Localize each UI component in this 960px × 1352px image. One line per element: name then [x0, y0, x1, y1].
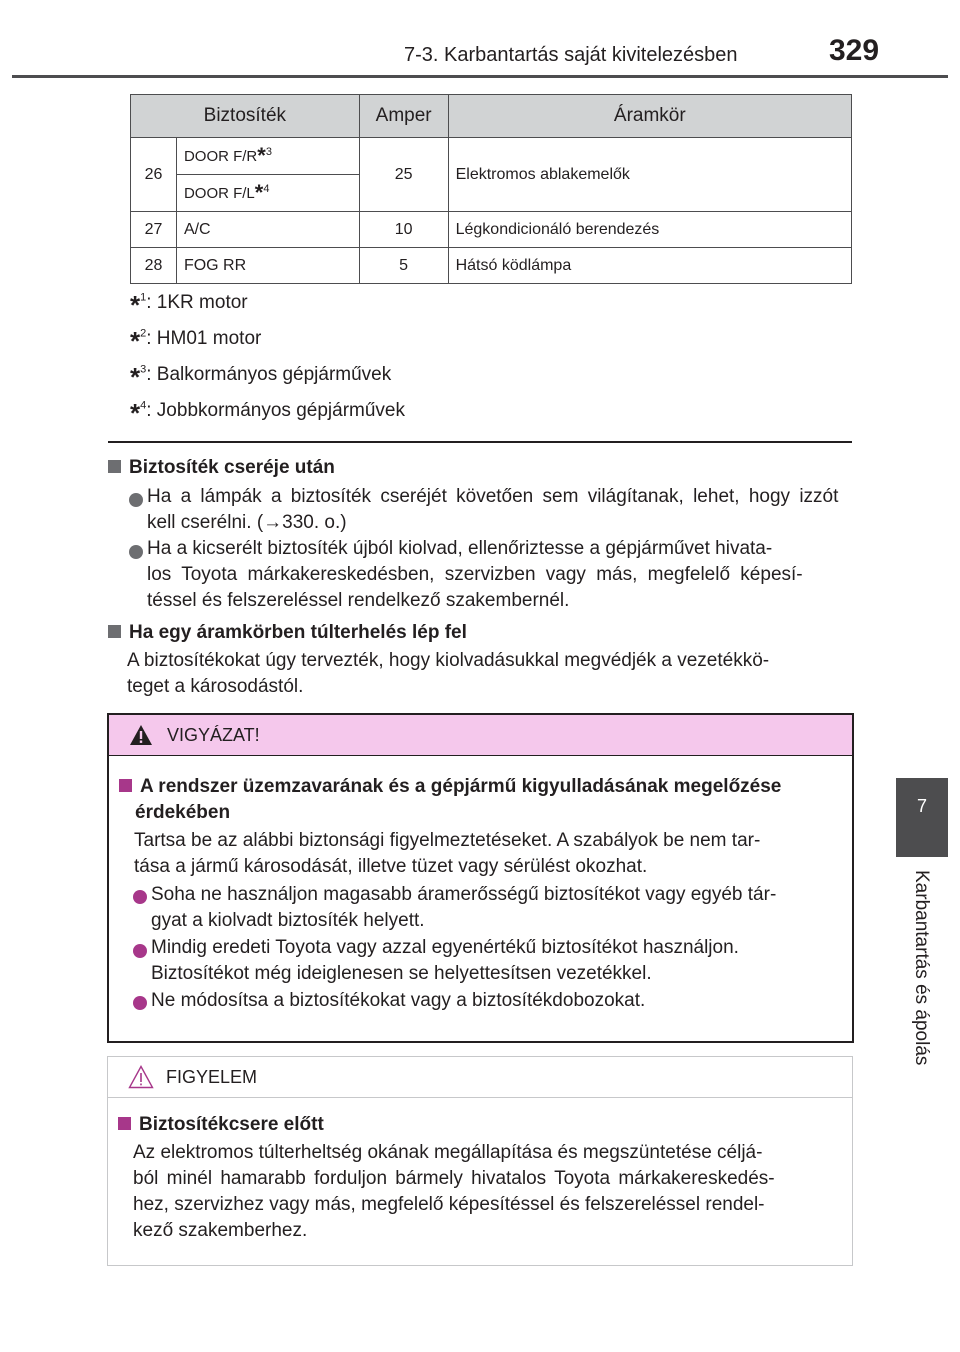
- body-paragraph: A biztosítékokat úgy tervezték, hogy kiolvadásukkal megvédjék a vezetékkö- teget a károsodástól.: [127, 650, 770, 697]
- caution-header: [109, 715, 852, 756]
- caution-title: VIGYÁZAT!: [167, 725, 260, 745]
- fuse-name: A/C: [176, 212, 359, 248]
- notice-title: FIGYELEM: [166, 1067, 258, 1087]
- bullet-dot-icon: [133, 944, 147, 958]
- bullet-text: Ha a kicserélt biztosíték újból kiolvad, ellenőriztesse a gépjárművet hivata- los Toyota márkakereskedésben, szervizben vagy más, megfelelő képesí- téssel és felszereléssel rendelkező szakembernél.: [147, 538, 803, 611]
- chapter-tab: [896, 778, 948, 857]
- bullet-text: Ne módosítsa a biztosítékokat vagy a biztosítékdobozokat.: [151, 990, 646, 1011]
- bullet-dot-icon: [133, 890, 147, 904]
- square-bullet-icon: [108, 625, 121, 638]
- section-heading: Biztosíték cseréje után: [108, 457, 335, 479]
- header-rule: [12, 75, 948, 78]
- fuse-circuit: Elektromos ablakemelők: [448, 138, 851, 212]
- caution-box: [107, 713, 854, 1043]
- column-header-circuit: Áramkör: [448, 95, 851, 138]
- page-number: 329: [829, 34, 880, 67]
- fuse-name: DOOR F/R*$^3$: [176, 138, 359, 175]
- bullet-text: Ha a lámpák a biztosíték cseréjét követően sem világítanak, lehet, hogy izzót kell cserélni. (→330. o.): [147, 486, 839, 533]
- square-bullet-icon: [119, 779, 132, 792]
- footnote: *$^1$: 1KR motor: [130, 290, 248, 320]
- fuse-circuit: Légkondicionáló berendezés: [448, 212, 851, 248]
- square-bullet-icon: [108, 460, 121, 473]
- bullet-dot-icon: [133, 996, 147, 1010]
- divider: [108, 441, 852, 443]
- fuse-number: 28: [131, 248, 177, 284]
- notice-header: [108, 1057, 852, 1098]
- bullet-text: Soha ne használjon magasabb áramerősségű biztosítékot vagy egyéb tár- gyat a kiolvadt biztosíték helyett.: [151, 884, 777, 931]
- table-row: [131, 212, 852, 248]
- column-header-amper: Amper: [359, 95, 448, 138]
- notice-heading: Biztosítékcsere előtt: [118, 1114, 324, 1136]
- caution-triangle-icon: [128, 1065, 154, 1089]
- fuse-amper: 10: [359, 212, 448, 248]
- table-header-row: [131, 95, 852, 138]
- section-title: 7-3. Karbantartás saját kivitelezésben: [404, 44, 738, 66]
- fuse-amper: 25: [359, 138, 448, 212]
- section-heading: Ha egy áramkörben túlterhelés lép fel: [108, 622, 467, 644]
- footnote: *$^4$: Jobbkormányos gépjárművek: [130, 398, 405, 428]
- bullet-text: Mindig eredeti Toyota vagy azzal egyenértékű biztosítékot használjon. Biztosítékot még ideiglenesen se helyettesítsen vezetékkel.: [151, 937, 739, 984]
- fuse-number: 27: [131, 212, 177, 248]
- fuse-circuit: Hátsó ködlámpa: [448, 248, 851, 284]
- table-row: [131, 138, 852, 175]
- caution-heading: A rendszer üzemzavarának és a gépjármű kigyulladásának megelőzése érdekében: [119, 774, 781, 826]
- fuse-name: FOG RR: [176, 248, 359, 284]
- fuse-amper: 5: [359, 248, 448, 284]
- warning-triangle-icon: [129, 724, 153, 746]
- chapter-number: 7: [916, 796, 927, 816]
- fuse-number: 26: [131, 138, 177, 212]
- fuse-name: DOOR F/L*$^4$: [176, 175, 359, 212]
- notice-text: Az elektromos túlterheltség okának megállapítása és megszüntetése céljá- ból minél hamarabb forduljon bármely hivatalos Toyota márkakereskedés- hez, szervizhez vagy más, megfelelő képesítéssel és felszereléssel rendel- kező szakemberhez.: [133, 1142, 775, 1241]
- square-bullet-icon: [118, 1117, 131, 1130]
- footnote: *$^3$: Balkormányos gépjárművek: [130, 362, 392, 392]
- footnote: *$^2$: HM01 motor: [130, 326, 262, 356]
- bullet-dot-icon: [129, 493, 143, 507]
- table-row: [131, 248, 852, 284]
- caution-intro: Tartsa be az alábbi biztonsági figyelmeztetéseket. A szabályok be nem tar- tása a jármű károsodását, illetve tüzet vagy sérülést okozhat.: [134, 830, 761, 877]
- bullet-dot-icon: [129, 545, 143, 559]
- chapter-label: Karbantartás és ápolás: [911, 870, 932, 1066]
- column-header-fuse: Biztosíték: [131, 95, 360, 138]
- notice-box: [107, 1056, 853, 1266]
- fuse-table: [130, 94, 852, 284]
